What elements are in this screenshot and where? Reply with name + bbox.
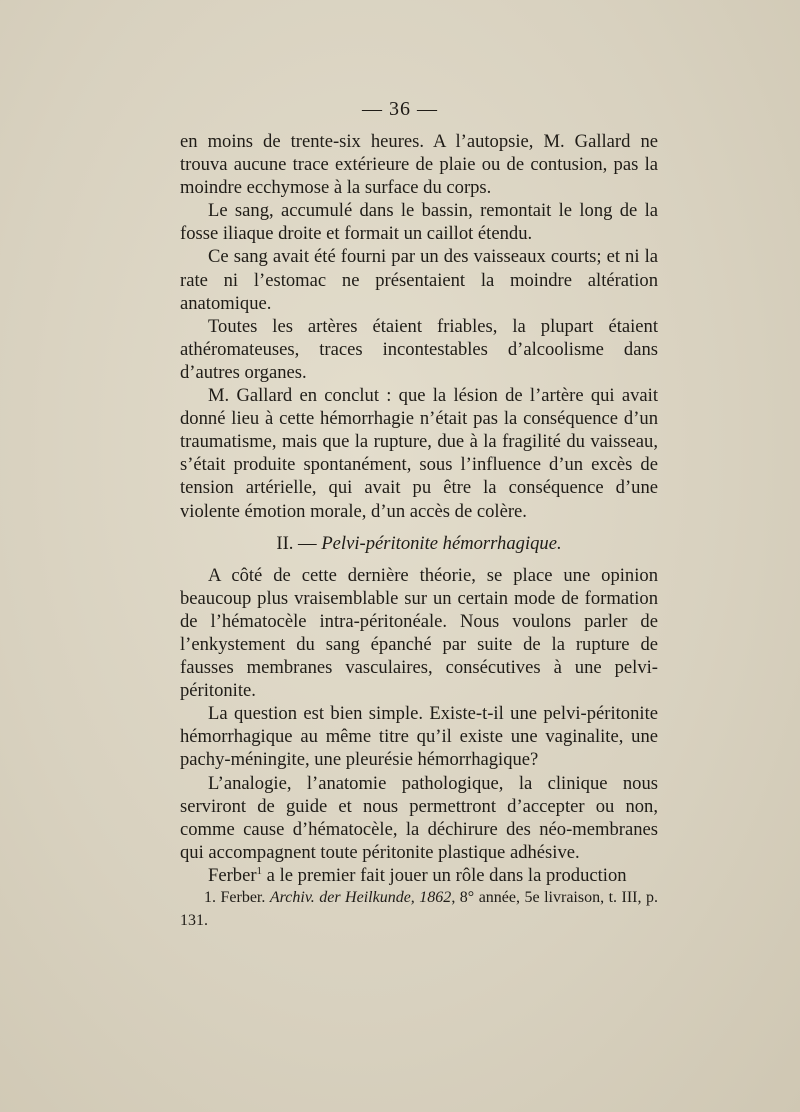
section-number: II. — — [276, 532, 317, 554]
paragraph-arteries: Toutes les artères étaient friables, la plupart étaient athéromateuses, traces incontestables d’alcoolisme dans d’autres organes. — [180, 315, 658, 383]
footnote-details: , 8° année, 5e livraison, t. III, p. 131. — [180, 889, 659, 929]
page-number: — 36 — — [362, 98, 438, 120]
footnote-journal: Archiv. der Heilkunde, 1862 — [269, 889, 452, 906]
section-heading — [180, 532, 658, 555]
page-body — [180, 130, 658, 887]
footnote-author: Ferber. — [216, 889, 270, 906]
paragraph-theory: A côté de cette dernière théorie, se place une opinion beaucoup plus vraisemblable sur un certain mode de formation de l’hématocèle intra-péritonéale. Nous voulons parler de l’enkystement du sang épanché par suite de la rupture de fausses membranes vasculaires, consécutives à une pelvi-péritonite. — [180, 564, 658, 702]
section-title: Pelvi-péritonite hémorrhagique. — [321, 532, 562, 554]
footnote-number: 1. — [204, 889, 216, 906]
paragraph-continuation: en moins de trente-six heures. A l’autopsie, M. Gallard ne trouva aucune trace extérieure de plaie ou de contusion, pas la moindre ecchymose à la surface du corps. — [180, 131, 658, 199]
footnote — [180, 886, 658, 932]
footnote-marker: 1 — [256, 864, 263, 877]
paragraph-blood: Le sang, accumulé dans le bassin, remontait le long de la fosse iliaque droite et formait un caillot étendu. — [180, 200, 658, 245]
paragraph-question: La question est bien simple. Existe-t-il une pelvi-péritonite hémorrhagique au même titre qu’il existe une vaginalite, une pachy-méningite, une pleurésie hémorrhagique? — [180, 703, 658, 771]
ferber-name: Ferber — [208, 864, 257, 886]
paragraph-gallard-conclusion: M. Gallard en conclut : que la lésion de l’artère qui avait donné lieu à cette hémorrhagie n’était pas la conséquence d’un traumatisme, mais que la rupture, due à la fragilité du vaisseau, s’était produite spontanément, sous l’influence d’un excès de tension artérielle, qui avait pu être la conséquence d’une violente émotion morale, d’un accès de colère. — [180, 385, 658, 522]
ferber-text: a le premier fait jouer un rôle dans la production — [262, 864, 627, 886]
paragraph-vessels: Ce sang avait été fourni par un des vaisseaux courts; et ni la rate ni l’estomac ne présentaient la moindre altération anatomique. — [180, 246, 658, 314]
paragraph-analogy: L’analogie, l’anatomie pathologique, la clinique nous serviront de guide et nous permettront d’accepter ou non, comme cause d’hématocèle, la déchirure des néo-membranes qui accompagnent toute péritonite plastique adhésive. — [180, 772, 658, 863]
paragraph-ferber — [180, 864, 658, 887]
